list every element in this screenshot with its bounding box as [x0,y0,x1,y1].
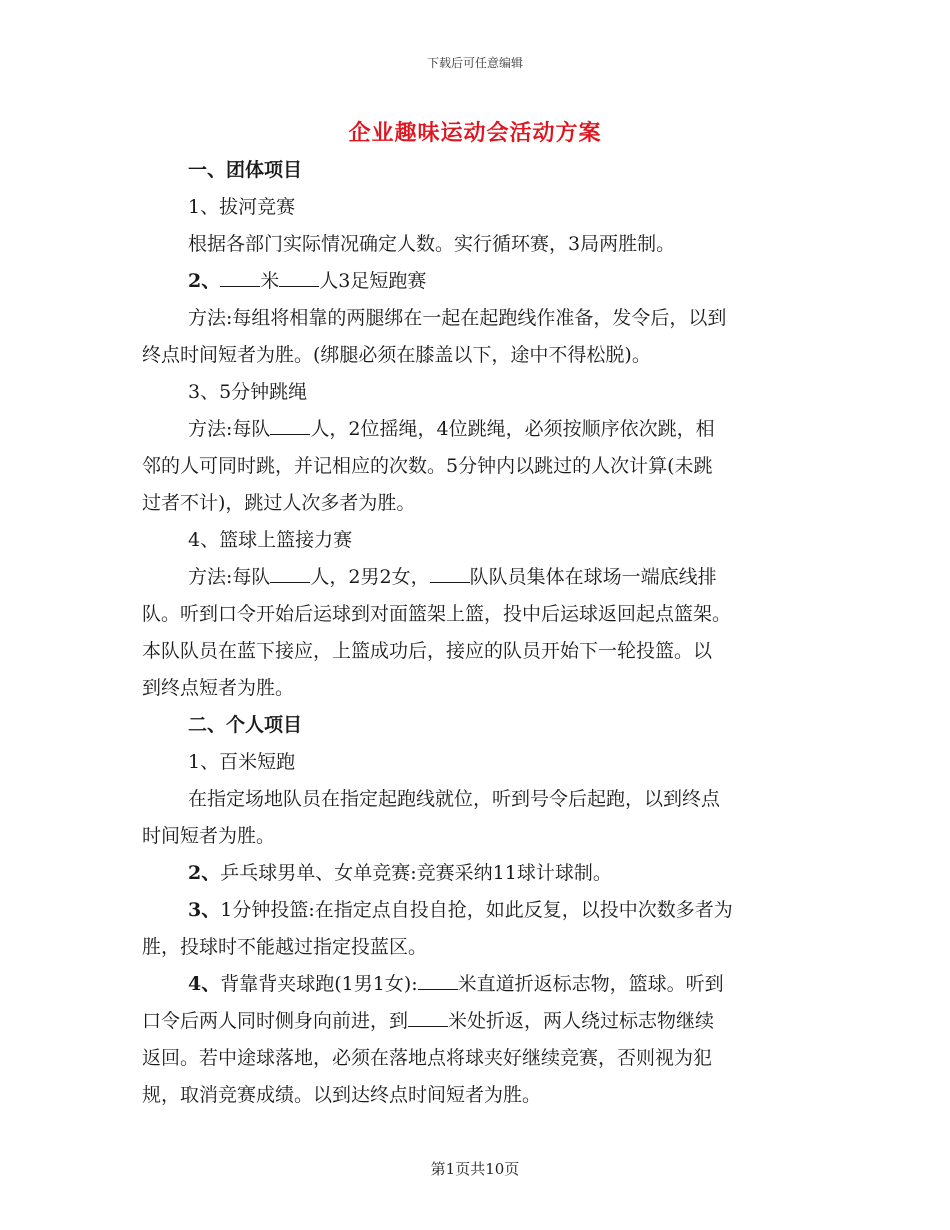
paragraph-line: 方法:每组将相靠的两腿绑在一起在起跑线作准备，发令后，以到 [188,307,727,329]
item-number: 4、 [188,973,221,995]
paragraph-line: 返回。若中途球落地，必须在落地点将球夹好继续竞赛，否则视为犯 [142,1047,713,1069]
blank-field [270,564,310,583]
item-title-basketball-relay: 4、篮球上篮接力赛 [188,529,353,551]
paragraph-line [142,411,810,448]
text-part: 米直道折返标志物，篮球。听到 [457,973,724,995]
paragraph-line: 队。听到口令开始后运球到对面篮架上篮，投中后运球返回起点篮架。 [142,603,732,625]
text-part: 1分钟投篮:在指定点自投自抢，如此反复，以投中次数多者为 [220,899,733,921]
item-number: 2、 [188,270,221,292]
item-table-tennis [142,855,810,892]
item-number: 3、 [188,899,221,921]
paragraph-line: 过者不计)，跳过人次多者为胜。 [142,492,416,514]
item-title-part: 人3足短跑赛 [319,270,427,292]
paragraph-line [142,559,810,596]
item-text-tug-of-war: 根据各部门实际情况确定人数。实行循环赛，3局两胜制。 [188,233,676,255]
text-part: 米处折返，两人绕过标志物继续 [448,1010,715,1032]
item-shooting [142,892,810,929]
paragraph-line: 胜，投球时不能越过指定投蓝区。 [142,936,428,958]
text-part: 乒乓球男单、女单竞赛:竞赛采纳11球计球制。 [220,862,612,884]
item-number: 2、 [188,862,221,884]
text-part: 方法:每队 [188,418,271,440]
paragraph-line: 规，取消竞赛成绩。以到达终点时间短者为胜。 [142,1084,542,1106]
item-title-tug-of-war: 1、拔河竞赛 [188,196,296,218]
blank-field [279,268,319,287]
blank-field [270,416,310,435]
paragraph-line [142,1003,810,1040]
paragraph-line: 终点时间短者为胜。(绑腿必须在膝盖以下，途中不得松脱)。 [142,344,651,366]
item-title-100m-sprint: 1、百米短跑 [188,751,296,773]
document-title: 企业趣味运动会活动方案 [348,120,602,146]
text-part: 背靠背夹球跑(1男1女): [220,973,418,995]
header-note: 下载后可任意编辑 [426,56,523,70]
paragraph-line: 在指定场地队员在指定起跑线就位，听到号令后起跑，以到终点 [188,788,721,810]
item-title-part: 米 [260,270,280,292]
paragraph-line: 本队队员在蓝下接应，上篮成功后，接应的队员开始下一轮投篮。以 [142,640,713,662]
item-back-to-back-run [142,966,810,1003]
blank-field [408,1008,448,1027]
paragraph-line: 到终点短者为胜。 [142,677,295,699]
section-heading-individual: 二、个人项目 [188,714,303,736]
text-part: 方法:每队 [188,566,271,588]
page-footer: 第1页共10页 [430,1160,520,1178]
item-title-jump-rope: 3、5分钟跳绳 [188,381,308,403]
paragraph-line: 时间短者为胜。 [142,825,276,847]
text-part: 人，2男2女， [310,566,430,588]
text-part: 人，2位摇绳，4位跳绳，必须按顺序依次跳，相 [310,418,715,440]
blank-field [220,268,260,287]
document-body [142,152,810,1114]
blank-field [430,564,470,583]
blank-field [418,971,458,990]
section-heading-group: 一、团体项目 [188,159,303,181]
paragraph-line: 邻的人可同时跳，并记相应的次数。5分钟内以跳过的人次计算(未跳 [142,455,713,477]
text-part: 口令后两人同时侧身向前进，到 [142,1010,409,1032]
text-part: 队队员集体在球场一端底线排 [469,566,717,588]
item-title-three-leg-race [142,263,810,300]
